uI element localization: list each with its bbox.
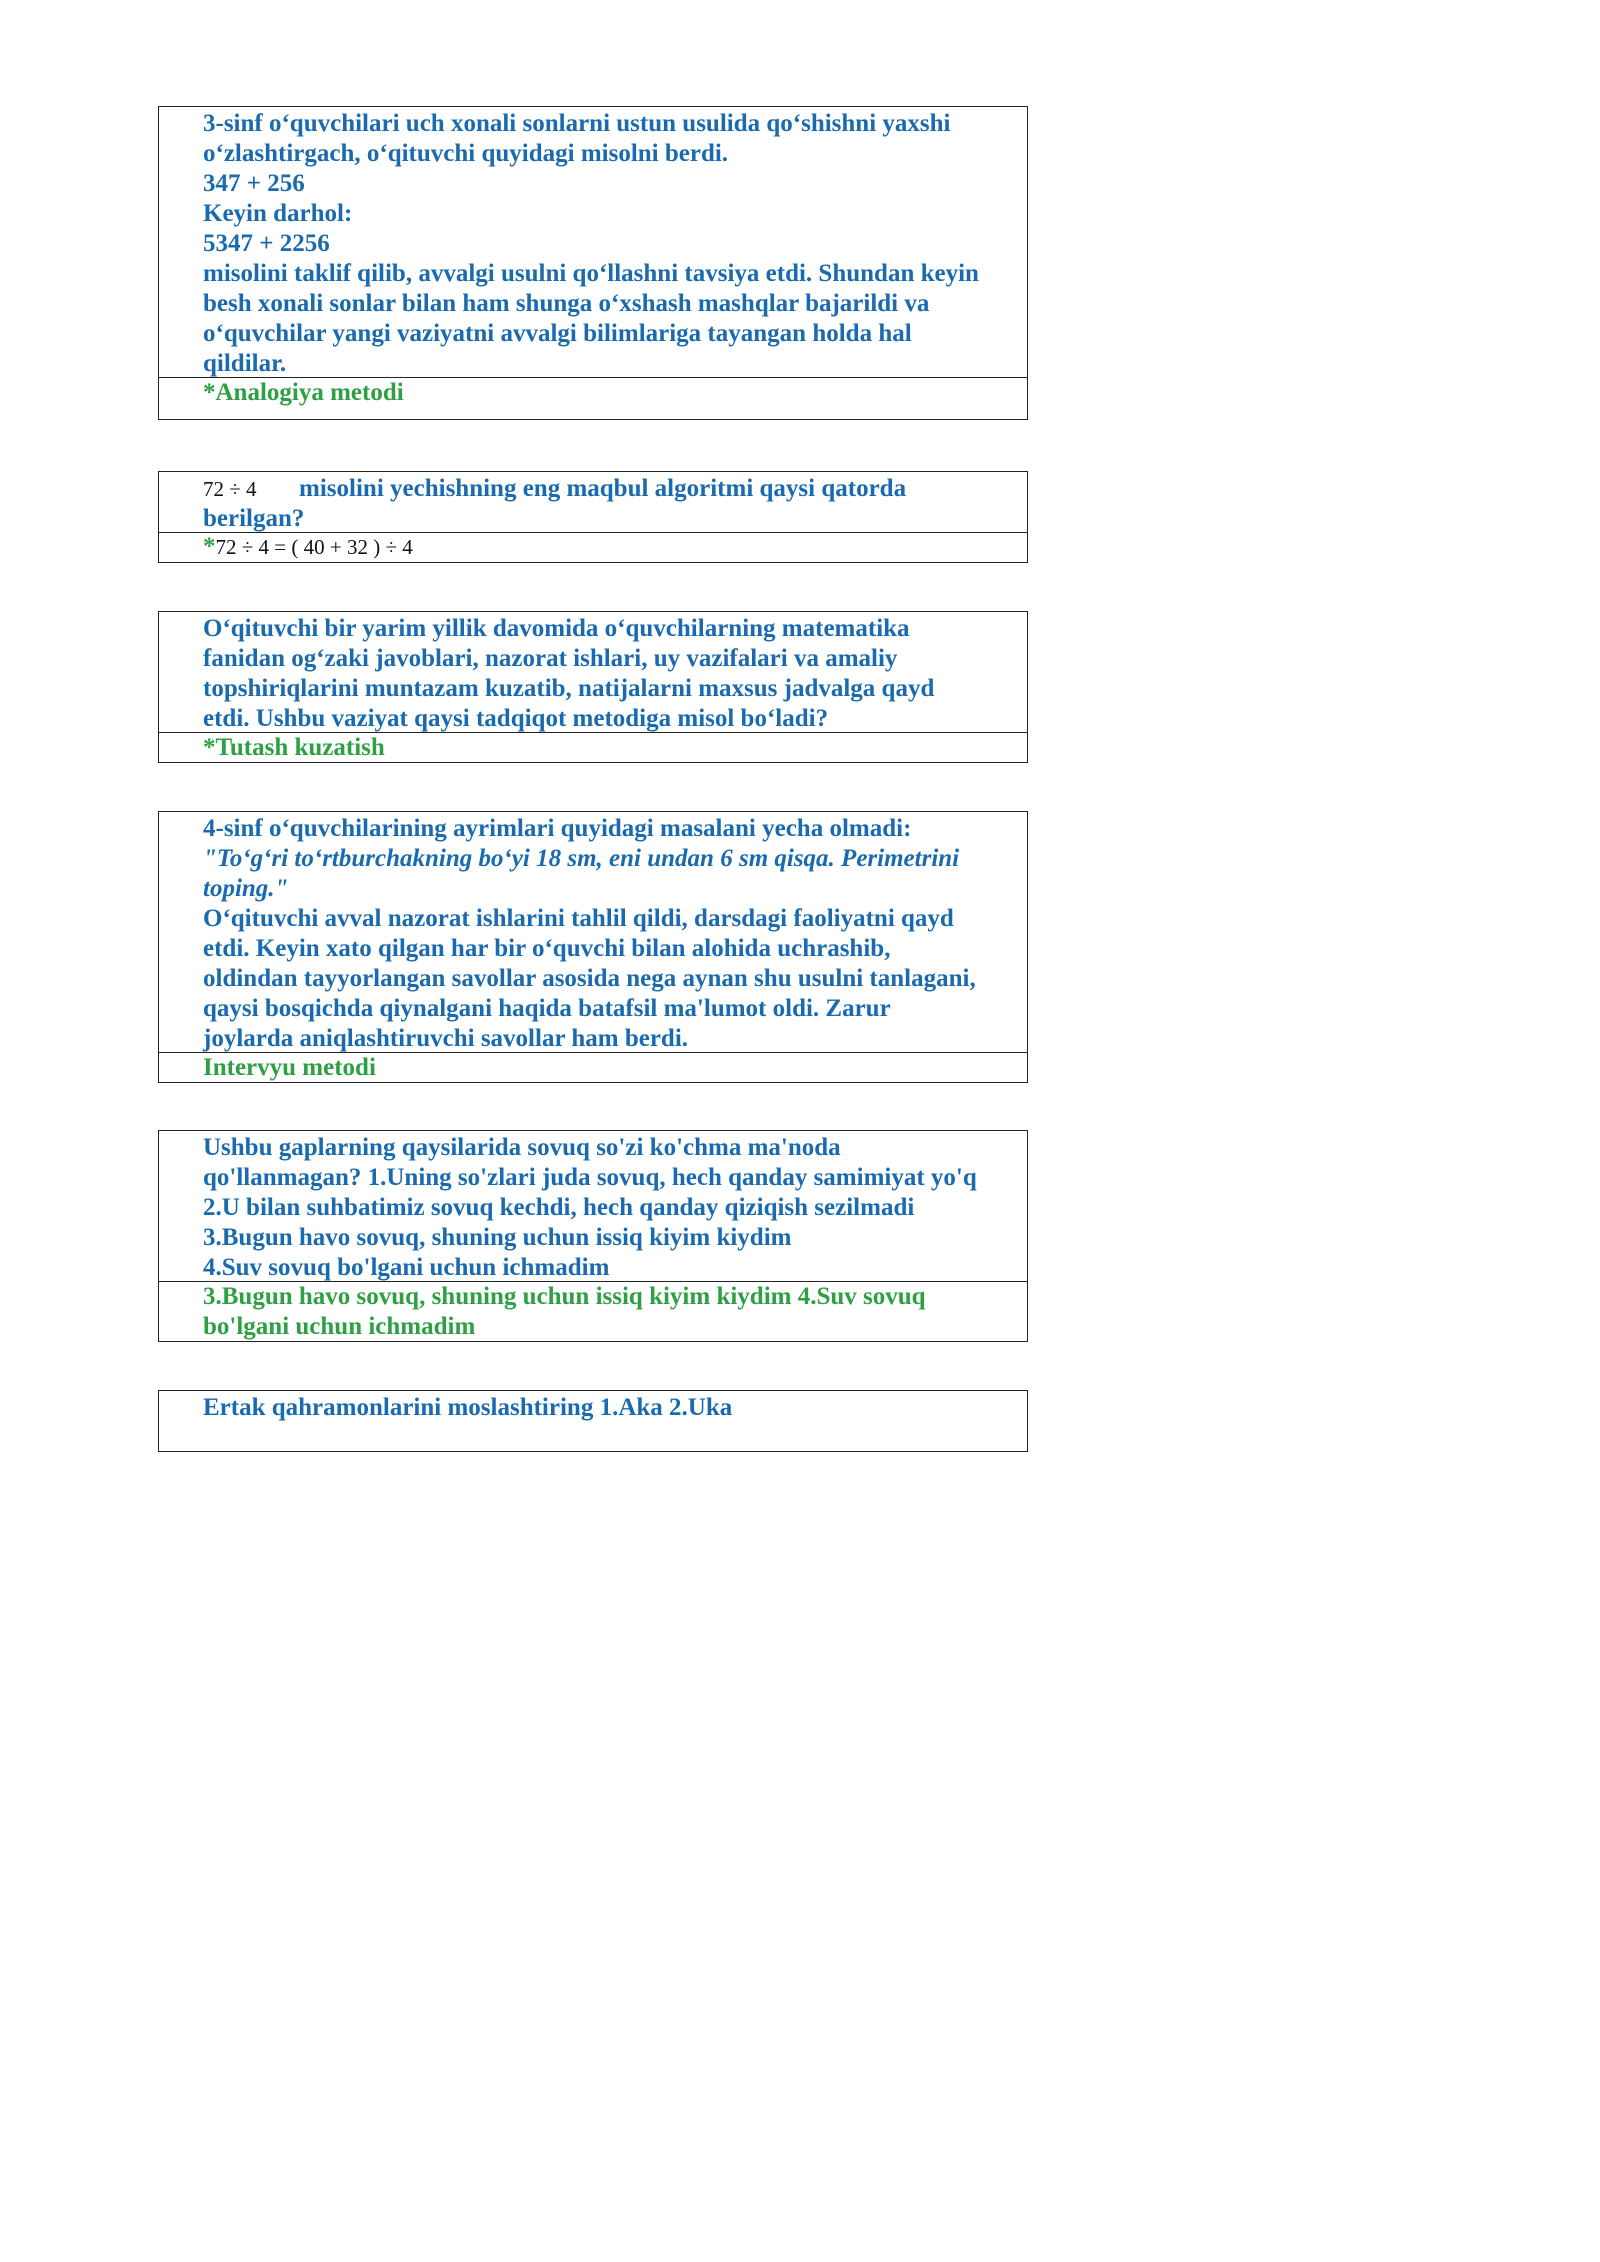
problem-line: "To‘g‘ri to‘rtburchakning bo‘yi 18 sm, eni undan 6 sm qisqa. Perimetrini bbox=[203, 845, 960, 872]
question-line: qo'llanmagan? 1.Uning so'zlari juda sovuq, hech qanday samimiyat yo'q bbox=[203, 1164, 977, 1191]
problem-line: toping." bbox=[203, 875, 289, 902]
answer-cell bbox=[159, 1281, 1027, 1341]
question-line: misolini yechishning eng maqbul algoritmi qaysi qatorda bbox=[299, 475, 907, 502]
question-box-5 bbox=[158, 1130, 1028, 1342]
question-text bbox=[159, 472, 1027, 532]
question-line: fanidan og‘zaki javoblari, nazorat ishlari, uy vazifalari va amaliy bbox=[203, 645, 898, 672]
question-line: qaysi bosqichda qiynalgani haqida batafsil ma'lumot oldi. Zarur bbox=[203, 995, 891, 1022]
question-line: O‘qituvchi avval nazorat ishlarini tahlil qildi, darsdagi faoliyatni qayd bbox=[203, 905, 954, 932]
question-line: Ushbu gaplarning qaysilarida sovuq so'zi ko'chma ma'noda bbox=[203, 1134, 841, 1161]
question-line: 4-sinf o‘quvchilarining ayrimlari quyidagi masalani yecha olmadi: bbox=[203, 815, 912, 842]
question-line: oldindan tayyorlangan savollar asosida nega aynan shu usulni tanlagani, bbox=[203, 965, 976, 992]
question-line: 3-sinf o‘quvchilari uch xonali sonlarni ustun usulida qo‘shishni yaxshi bbox=[203, 110, 951, 137]
answer-text: Intervyu metodi bbox=[203, 1054, 376, 1081]
question-line: 5347 + 2256 bbox=[203, 230, 330, 257]
question-line: joylarda aniqlashtiruvchi savollar ham berdi. bbox=[203, 1025, 689, 1052]
question-box-6 bbox=[158, 1390, 1028, 1452]
question-text bbox=[159, 1391, 1027, 1451]
question-line: O‘qituvchi bir yarim yillik davomida o‘quvchilarning matematika bbox=[203, 615, 910, 642]
question-line: qildilar. bbox=[203, 350, 287, 377]
question-box-3 bbox=[158, 611, 1028, 763]
question-line: Ertak qahramonlarini moslashtiring 1.Aka 2.Uka bbox=[203, 1394, 733, 1421]
question-text bbox=[159, 1131, 1027, 1281]
answer-text: 3.Bugun havo sovuq, shuning uchun issiq kiyim kiydim 4.Suv sovuq bbox=[203, 1283, 926, 1310]
answer-text: *Tutash kuzatish bbox=[203, 734, 385, 761]
question-line: 4.Suv sovuq bo'lgani uchun ichmadim bbox=[203, 1254, 610, 1281]
question-line: Keyin darhol: bbox=[203, 200, 353, 227]
answer-cell bbox=[159, 532, 1027, 562]
question-line: 2.U bilan suhbatimiz sovuq kechdi, hech qanday qiziqish sezilmadi bbox=[203, 1194, 915, 1221]
question-line: 3.Bugun havo sovuq, shuning uchun issiq kiyim kiydim bbox=[203, 1224, 792, 1251]
question-text bbox=[159, 812, 1027, 1052]
question-line: etdi. Keyin xato qilgan har bir o‘quvchi bilan alohida uchrashib, bbox=[203, 935, 891, 962]
answer-cell bbox=[159, 732, 1027, 762]
question-line: misolini taklif qilib, avvalgi usulni qo‘llashni tavsiya etdi. Shundan keyin bbox=[203, 260, 979, 287]
answer-star: * bbox=[203, 533, 216, 560]
question-line: besh xonali sonlar bilan ham shunga o‘xshash mashqlar bajarildi va bbox=[203, 290, 930, 317]
question-line: etdi. Ushbu vaziyat qaysi tadqiqot metodiga misol bo‘ladi? bbox=[203, 705, 829, 732]
question-box-1 bbox=[158, 106, 1028, 420]
answer-cell bbox=[159, 377, 1027, 419]
question-line: o‘quvchilar yangi vaziyatni avvalgi bilimlariga tayangan holda hal bbox=[203, 320, 912, 347]
math-expression: 72 ÷ 4 bbox=[203, 477, 257, 501]
question-line: topshiriqlarini muntazam kuzatib, natijalarni maxsus jadvalga qayd bbox=[203, 675, 935, 702]
answer-math-expression: 72 ÷ 4 = ( 40 + 32 ) ÷ 4 bbox=[215, 535, 413, 559]
answer-text: bo'lgani uchun ichmadim bbox=[203, 1313, 476, 1340]
question-text bbox=[159, 612, 1027, 732]
answer-text: *Analogiya metodi bbox=[203, 379, 404, 406]
question-line: 347 + 256 bbox=[203, 170, 305, 197]
question-text bbox=[159, 107, 1027, 377]
answer-cell bbox=[159, 1052, 1027, 1082]
question-line: o‘zlashtirgach, o‘qituvchi quyidagi misolni berdi. bbox=[203, 140, 729, 167]
question-line: berilgan? bbox=[203, 505, 305, 532]
question-box-4 bbox=[158, 811, 1028, 1083]
question-box-2 bbox=[158, 471, 1028, 563]
